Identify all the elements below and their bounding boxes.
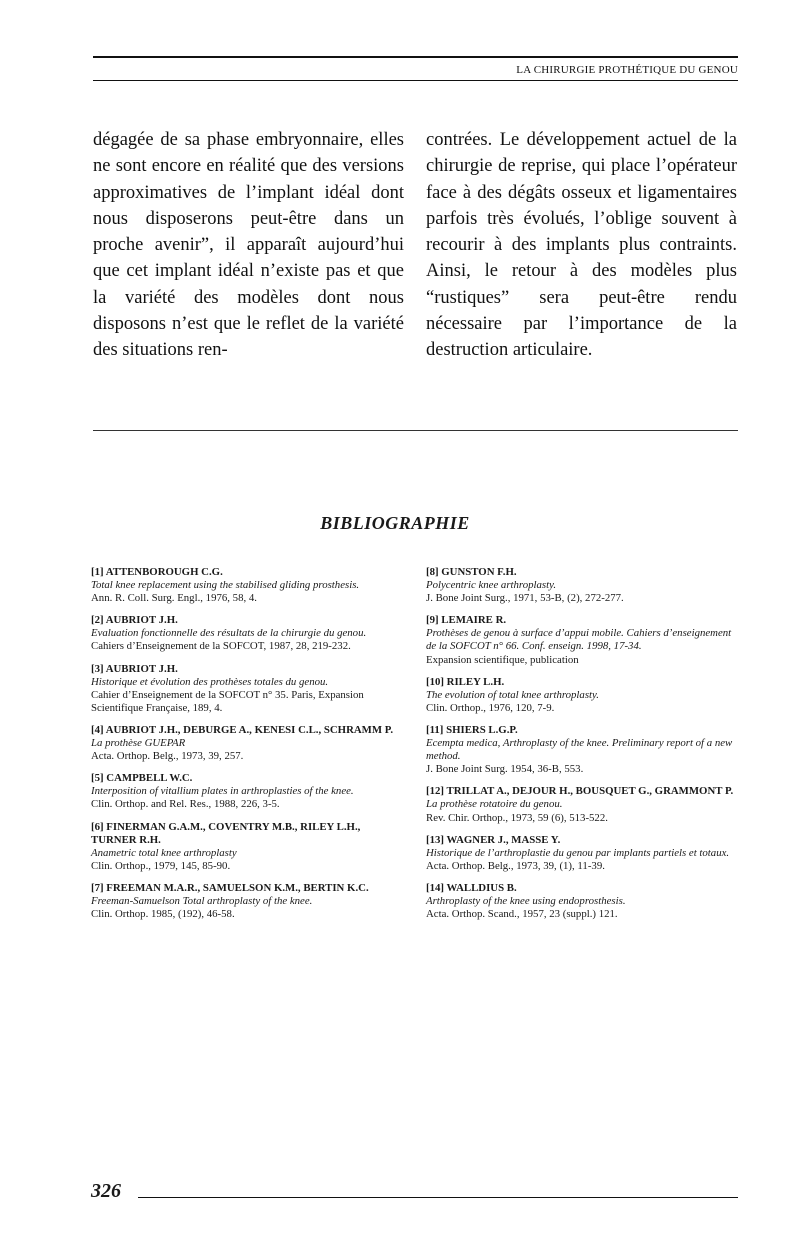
reference-title: The evolution of total knee arthroplasty. xyxy=(426,688,599,701)
reference-title: Anametric total knee arthroplasty xyxy=(91,846,237,859)
reference-title: La prothèse GUEPAR xyxy=(91,737,186,750)
page-number: 326 xyxy=(91,1180,121,1202)
reference-authors: [13] WAGNER J., MASSE Y. xyxy=(426,833,561,846)
reference-title: Evaluation fonctionnelle des résultats de la chirurgie du genou. xyxy=(91,627,367,640)
reference-11 xyxy=(426,724,734,776)
reference-authors: [9] LEMAIRE R. xyxy=(426,614,507,627)
reference-authors: [11] SHIERS L.G.P. xyxy=(426,723,518,736)
reference-12 xyxy=(426,785,734,824)
reference-source: Clin. Orthop. 1985, (192), 46-58. xyxy=(91,908,235,921)
reference-2 xyxy=(91,614,399,653)
reference-authors: [1] ATTENBOROUGH C.G. xyxy=(91,566,223,578)
reference-source: Clin. Orthop., 1979, 145, 85-90. xyxy=(91,859,231,872)
bibliography-right-column xyxy=(426,566,734,930)
reference-authors: [7] FREEMAN M.A.R., SAMUELSON K.M., BERTIN K.C. xyxy=(91,881,369,894)
reference-authors: [3] AUBRIOT J.H. xyxy=(91,662,178,675)
bibliography-left-column xyxy=(91,566,399,930)
reference-6 xyxy=(91,821,399,873)
reference-9 xyxy=(426,614,734,666)
reference-4 xyxy=(91,724,399,763)
body-text-left: dégagée de sa phase embryonnaire, elles ne sont encore en réalité que des versions approximatives de l’implant idéal dont nous disposerons peut-être dans un proche avenir”, il apparaît aujourd’hui que cet implant idéal n’existe pas et que la variété des modèles dont nous disposons n’est que le reflet de la variété des situations ren- xyxy=(93,130,404,361)
reference-source: Cahiers d’Enseignement de la SOFCOT, 1987, 28, 219-232. xyxy=(91,640,351,653)
body-text-right: contrées. Le développement actuel de la chirurgie de reprise, qui place l’opérateur face à des dégâts osseux et ligamentaires parfois très évolués, l’oblige souvent à recourir à des implants plus contraints. Ainsi, le retour à des modèles plus “rustiques” sera peut-être rendu nécessaire par l’importance de la destruction articulaire. xyxy=(426,130,737,361)
reference-source: J. Bone Joint Surg., 1971, 53-B, (2), 272-277. xyxy=(426,592,624,605)
reference-source: J. Bone Joint Surg. 1954, 36-B, 553. xyxy=(426,763,584,776)
reference-authors: [5] CAMPBELL W.C. xyxy=(91,772,193,785)
reference-7 xyxy=(91,882,399,921)
reference-title: Freeman-Samuelson Total arthroplasty of the knee. xyxy=(91,894,313,907)
reference-authors: [6] FINERMAN G.A.M., COVENTRY M.B., RILEY L.H., TURNER R.H. xyxy=(91,820,361,846)
reference-3 xyxy=(91,663,399,715)
reference-8 xyxy=(426,566,734,605)
reference-title: Historique et évolution des prothèses totales du genou. xyxy=(91,675,329,688)
reference-title: La prothèse rotatoire du genou. xyxy=(426,798,563,811)
reference-title: Ecempta medica, Arthroplasty of the knee. Preliminary report of a new method. xyxy=(426,737,733,763)
reference-10 xyxy=(426,676,734,715)
reference-source: Acta. Orthop. Belg., 1973, 39, 257. xyxy=(91,750,244,763)
header-rule xyxy=(93,80,738,81)
reference-source: Rev. Chir. Orthop., 1973, 59 (6), 513-522. xyxy=(426,811,608,824)
reference-authors: [10] RILEY L.H. xyxy=(426,675,505,688)
top-rule xyxy=(93,56,738,58)
reference-13 xyxy=(426,834,734,873)
reference-source: Acta. Orthop. Belg., 1973, 39, (1), 11-39. xyxy=(426,859,605,872)
reference-authors: [14] WALLDIUS B. xyxy=(426,881,517,894)
reference-source: Cahier d’Enseignement de la SOFCOT n° 35. Paris, Expansion Scientifique Française, 189, 4. xyxy=(91,688,364,714)
reference-title: Total knee replacement using the stabilised gliding prosthesis. xyxy=(91,579,360,592)
reference-source: Ann. R. Coll. Surg. Engl., 1976, 58, 4. xyxy=(91,592,257,605)
reference-source: Expansion scientifique, publication xyxy=(426,653,579,666)
reference-source: Acta. Orthop. Scand., 1957, 23 (suppl.) 121. xyxy=(426,908,618,921)
reference-5 xyxy=(91,772,399,811)
reference-authors: [8] GUNSTON F.H. xyxy=(426,566,517,578)
reference-authors: [2] AUBRIOT J.H. xyxy=(91,614,178,627)
reference-title: Polycentric knee arthroplasty. xyxy=(426,579,557,592)
reference-title: Prothèses de genou à surface d’appui mobile. Cahiers d’enseignement de la SOFCOT n° 66. Conf. enseign. 1998, 17-34. xyxy=(426,627,732,653)
running-header: LA CHIRURGIE PROTHÉTIQUE DU GENOU xyxy=(516,64,738,76)
reference-authors: [12] TRILLAT A., DEJOUR H., BOUSQUET G., GRAMMONT P. xyxy=(426,785,734,798)
section-divider xyxy=(93,430,738,431)
reference-14 xyxy=(426,882,734,921)
reference-title: Interposition of vitallium plates in arthroplasties of the knee. xyxy=(91,785,354,798)
reference-authors: [4] AUBRIOT J.H., DEBURGE A., KENESI C.L., SCHRAMM P. xyxy=(91,723,394,736)
reference-title: Historique de l’arthroplastie du genou par implants partiels et totaux. xyxy=(426,846,730,859)
reference-source: Clin. Orthop., 1976, 120, 7-9. xyxy=(426,701,555,714)
reference-title: Arthroplasty of the knee using endoprosthesis. xyxy=(426,894,626,907)
footer-rule xyxy=(138,1197,738,1198)
reference-1 xyxy=(91,566,399,605)
bibliography-title: BIBLIOGRAPHIE xyxy=(320,513,470,533)
reference-source: Clin. Orthop. and Rel. Res., 1988, 226, 3-5. xyxy=(91,798,280,811)
